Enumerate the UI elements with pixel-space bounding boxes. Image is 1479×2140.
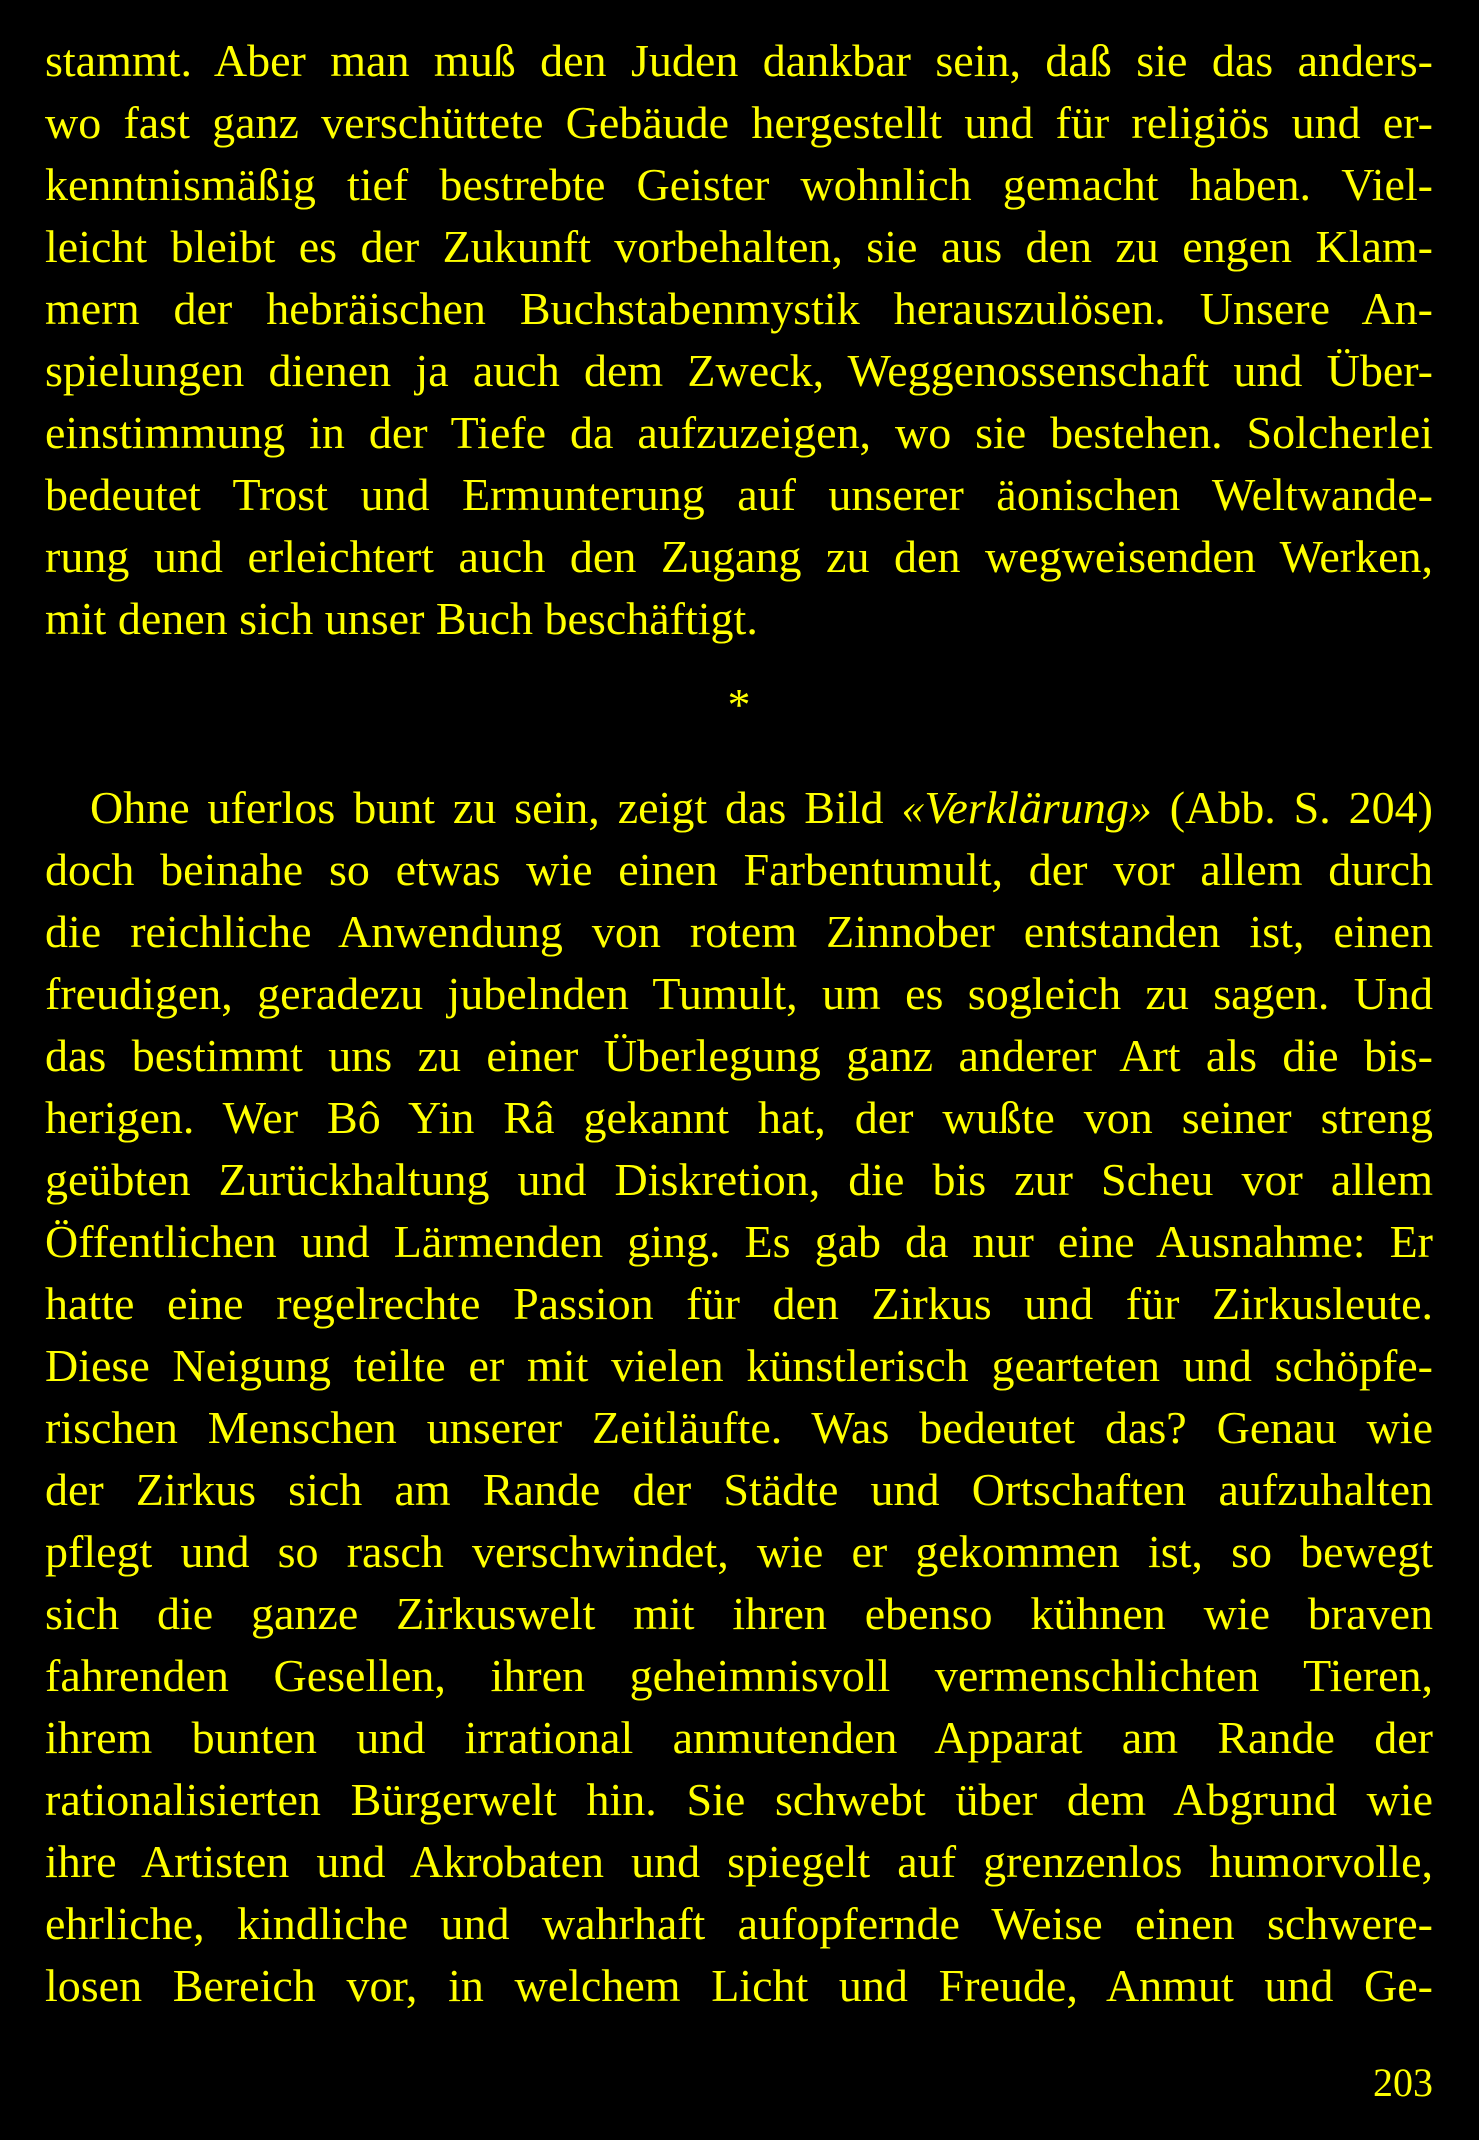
text-line: leicht bleibt es der Zukunft vorbehalten, sie aus den zu engen Klam- <box>45 221 1433 272</box>
text-line: ihrem bunten und irrational anmutenden Apparat am Rande der <box>45 1712 1433 1763</box>
artwork-title: «Verklärung» <box>901 782 1152 833</box>
text-line: einstimmung in der Tiefe da aufzuzeigen, wo sie bestehen. Solcherlei <box>45 407 1433 458</box>
text-line <box>45 777 1433 839</box>
text-line: ehrliche, kindliche und wahrhaft aufopfernde Weise einen schwere- <box>45 1898 1433 1949</box>
section-separator: * <box>727 679 751 730</box>
text-segment: (Abb. S. 204) <box>1151 782 1433 833</box>
text-line: kenntnismäßig tief bestrebte Geister wohnlich gemacht haben. Viel- <box>45 159 1433 210</box>
page-number: 203 <box>1373 2060 1433 2105</box>
text-line: doch beinahe so etwas wie einen Farbentumult, der vor allem durch <box>45 844 1433 895</box>
text-line: das bestimmt uns zu einer Überlegung ganz anderer Art als die bis- <box>45 1030 1433 1081</box>
text-line: rung und erleichtert auch den Zugang zu den wegweisenden Werken, <box>45 531 1433 582</box>
text-line: die reichliche Anwendung von rotem Zinnober entstanden ist, einen <box>45 906 1433 957</box>
text-line: mern der hebräischen Buchstabenmystik herauszulösen. Unsere An- <box>45 283 1433 334</box>
text-line: mit denen sich unser Buch beschäftigt. <box>45 593 758 644</box>
text-line: freudigen, geradezu jubelnden Tumult, um es sogleich zu sagen. Und <box>45 968 1433 1019</box>
text-line: Diese Neigung teilte er mit vielen künstlerisch gearteten und schöpfe- <box>45 1340 1433 1391</box>
text-line: herigen. Wer Bô Yin Râ gekannt hat, der wußte von seiner streng <box>45 1092 1433 1143</box>
paragraph-2 <box>45 777 1433 2017</box>
text-line: sich die ganze Zirkuswelt mit ihren ebenso kühnen wie braven <box>45 1588 1433 1639</box>
text-line: rationalisierten Bürgerwelt hin. Sie schwebt über dem Abgrund wie <box>45 1774 1433 1825</box>
text-line: bedeutet Trost und Ermunterung auf unserer äonischen Weltwande- <box>45 469 1433 520</box>
text-line: ihre Artisten und Akrobaten und spiegelt auf grenzenlos humorvolle, <box>45 1836 1433 1887</box>
text-line: wo fast ganz verschüttete Gebäude hergestellt und für religiös und er- <box>45 97 1433 148</box>
text-line: hatte eine regelrechte Passion für den Zirkus und für Zirkusleute. <box>45 1278 1433 1329</box>
text-line: geübten Zurückhaltung und Diskretion, die bis zur Scheu vor allem <box>45 1154 1433 1205</box>
text-segment: Ohne uferlos bunt zu sein, zeigt das Bild <box>90 782 902 833</box>
text-line: rischen Menschen unserer Zeitläufte. Was bedeutet das? Genau wie <box>45 1402 1433 1453</box>
text-line: losen Bereich vor, in welchem Licht und Freude, Anmut und Ge- <box>45 1960 1433 2011</box>
text-line: stammt. Aber man muß den Juden dankbar sein, daß sie das anders- <box>45 35 1433 86</box>
text-line: Öffentlichen und Lärmenden ging. Es gab da nur eine Ausnahme: Er <box>45 1216 1433 1267</box>
text-line: fahrenden Gesellen, ihren geheimnisvoll vermenschlichten Tieren, <box>45 1650 1433 1701</box>
paragraph-1 <box>45 30 1433 650</box>
text-line: spielungen dienen ja auch dem Zweck, Weggenossenschaft und Über- <box>45 345 1433 396</box>
text-line: der Zirkus sich am Rande der Städte und Ortschaften aufzuhalten <box>45 1464 1433 1515</box>
text-line: pflegt und so rasch verschwindet, wie er gekommen ist, so bewegt <box>45 1526 1433 1577</box>
